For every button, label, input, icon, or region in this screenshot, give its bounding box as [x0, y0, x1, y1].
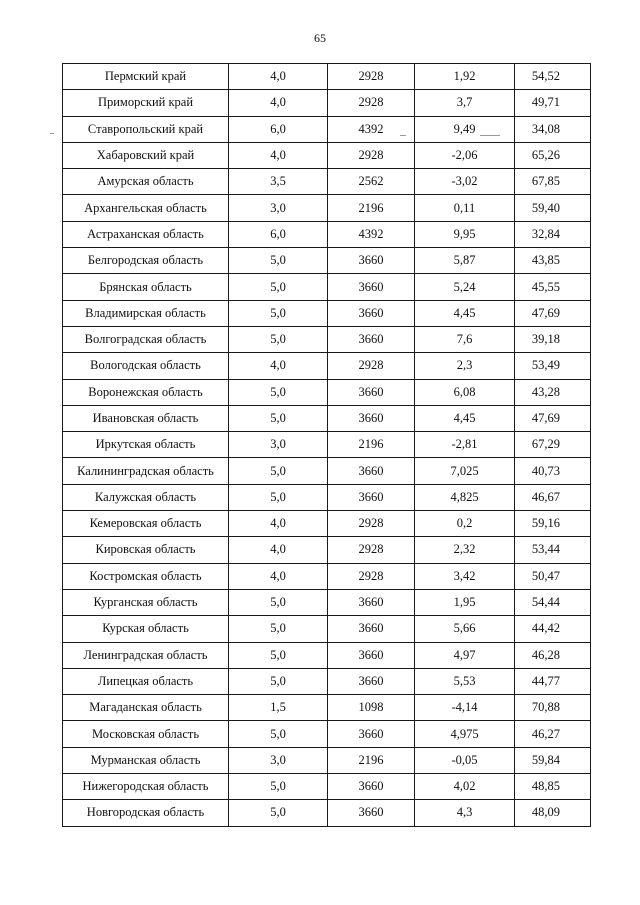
rate-cell: 5,0 — [229, 405, 328, 431]
amount-cell: 2196 — [328, 747, 415, 773]
index-cell: 4,825 — [415, 484, 515, 510]
region-name-cell: Пермский край — [63, 64, 229, 90]
share-cell: 40,73 — [515, 458, 591, 484]
rate-cell: 3,0 — [229, 747, 328, 773]
page-number: 65 — [314, 31, 326, 45]
amount-cell: 3660 — [328, 379, 415, 405]
index-cell: 4,3 — [415, 800, 515, 826]
amount-cell: 2928 — [328, 64, 415, 90]
table-row — [63, 721, 591, 747]
amount-cell: 4392 — [328, 221, 415, 247]
region-name-cell: Амурская область — [63, 169, 229, 195]
amount-cell: 2196 — [328, 195, 415, 221]
table-row — [63, 274, 591, 300]
amount-cell: 3660 — [328, 800, 415, 826]
table-row — [63, 589, 591, 615]
share-cell: 49,71 — [515, 90, 591, 116]
index-cell: 3,7 — [415, 90, 515, 116]
share-cell: 59,16 — [515, 511, 591, 537]
table-row — [63, 747, 591, 773]
rate-cell: 5,0 — [229, 248, 328, 274]
index-cell: 5,87 — [415, 248, 515, 274]
amount-cell: 3660 — [328, 458, 415, 484]
table-row — [63, 642, 591, 668]
region-name-cell: Владимирская область — [63, 300, 229, 326]
table-row — [63, 511, 591, 537]
region-name-cell: Липецкая область — [63, 668, 229, 694]
table-row — [63, 537, 591, 563]
rate-cell: 4,0 — [229, 353, 328, 379]
table-row — [63, 300, 591, 326]
amount-cell: 3660 — [328, 642, 415, 668]
rate-cell: 4,0 — [229, 64, 328, 90]
region-name-cell: Ленинградская область — [63, 642, 229, 668]
table-row — [63, 169, 591, 195]
region-name-cell: Воронежская область — [63, 379, 229, 405]
rate-cell: 5,0 — [229, 589, 328, 615]
share-cell: 59,84 — [515, 747, 591, 773]
region-name-cell: Белгородская область — [63, 248, 229, 274]
share-cell: 54,44 — [515, 589, 591, 615]
amount-cell: 2928 — [328, 537, 415, 563]
rate-cell: 4,0 — [229, 563, 328, 589]
rate-cell: 4,0 — [229, 537, 328, 563]
share-cell: 67,29 — [515, 432, 591, 458]
table-row — [63, 221, 591, 247]
index-cell: 9,95 — [415, 221, 515, 247]
region-name-cell: Мурманская область — [63, 747, 229, 773]
index-cell: 7,025 — [415, 458, 515, 484]
share-cell: 59,40 — [515, 195, 591, 221]
amount-cell: 1098 — [328, 695, 415, 721]
share-cell: 44,42 — [515, 616, 591, 642]
share-cell: 43,85 — [515, 248, 591, 274]
share-cell: 43,28 — [515, 379, 591, 405]
amount-cell: 3660 — [328, 484, 415, 510]
share-cell: 54,52 — [515, 64, 591, 90]
index-cell: 4,45 — [415, 405, 515, 431]
index-cell: 2,32 — [415, 537, 515, 563]
amount-cell: 4392 — [328, 116, 415, 142]
index-cell: -2,81 — [415, 432, 515, 458]
rate-cell: 5,0 — [229, 326, 328, 352]
region-name-cell: Калужская область — [63, 484, 229, 510]
table-row — [63, 668, 591, 694]
table-row — [63, 695, 591, 721]
share-cell: 46,27 — [515, 721, 591, 747]
index-cell: 4,975 — [415, 721, 515, 747]
region-name-cell: Волгоградская область — [63, 326, 229, 352]
table-row — [63, 379, 591, 405]
region-name-cell: Брянская область — [63, 274, 229, 300]
table-row — [63, 800, 591, 826]
share-cell: 70,88 — [515, 695, 591, 721]
share-cell: 65,26 — [515, 142, 591, 168]
rate-cell: 5,0 — [229, 484, 328, 510]
rate-cell: 4,0 — [229, 142, 328, 168]
region-name-cell: Магаданская область — [63, 695, 229, 721]
share-cell: 48,09 — [515, 800, 591, 826]
index-cell: 5,53 — [415, 668, 515, 694]
index-cell: -3,02 — [415, 169, 515, 195]
share-cell: 46,28 — [515, 642, 591, 668]
share-cell: 45,55 — [515, 274, 591, 300]
amount-cell: 3660 — [328, 405, 415, 431]
share-cell: 44,77 — [515, 668, 591, 694]
table-row — [63, 353, 591, 379]
table-row — [63, 563, 591, 589]
index-cell: -2,06 — [415, 142, 515, 168]
table-row — [63, 142, 591, 168]
region-name-cell: Иркутская область — [63, 432, 229, 458]
share-cell: 39,18 — [515, 326, 591, 352]
scan-speck — [50, 133, 54, 134]
rate-cell: 3,0 — [229, 432, 328, 458]
index-cell: 4,97 — [415, 642, 515, 668]
region-name-cell: Вологодская область — [63, 353, 229, 379]
amount-cell: 3660 — [328, 589, 415, 615]
index-cell: -4,14 — [415, 695, 515, 721]
rate-cell: 1,5 — [229, 695, 328, 721]
index-cell: 0,2 — [415, 511, 515, 537]
table-row — [63, 248, 591, 274]
table-row — [63, 458, 591, 484]
rate-cell: 3,0 — [229, 195, 328, 221]
rate-cell: 5,0 — [229, 300, 328, 326]
amount-cell: 3660 — [328, 721, 415, 747]
share-cell: 34,08 — [515, 116, 591, 142]
rate-cell: 5,0 — [229, 774, 328, 800]
rate-cell: 5,0 — [229, 668, 328, 694]
region-name-cell: Ставропольский край — [63, 116, 229, 142]
rate-cell: 4,0 — [229, 90, 328, 116]
index-cell: -0,05 — [415, 747, 515, 773]
index-cell: 9,49 — [415, 116, 515, 142]
share-cell: 46,67 — [515, 484, 591, 510]
region-name-cell: Костромская область — [63, 563, 229, 589]
region-name-cell: Астраханская область — [63, 221, 229, 247]
amount-cell: 3660 — [328, 774, 415, 800]
rate-cell: 6,0 — [229, 116, 328, 142]
rate-cell: 5,0 — [229, 721, 328, 747]
region-name-cell: Новгородская область — [63, 800, 229, 826]
table-row — [63, 774, 591, 800]
table-row — [63, 326, 591, 352]
amount-cell: 3660 — [328, 300, 415, 326]
share-cell: 32,84 — [515, 221, 591, 247]
region-name-cell: Курганская область — [63, 589, 229, 615]
amount-cell: 3660 — [328, 616, 415, 642]
amount-cell: 2562 — [328, 169, 415, 195]
rate-cell: 4,0 — [229, 511, 328, 537]
index-cell: 0,11 — [415, 195, 515, 221]
index-cell: 5,24 — [415, 274, 515, 300]
table-row — [63, 90, 591, 116]
table-row — [63, 484, 591, 510]
share-cell: 53,49 — [515, 353, 591, 379]
table-body — [63, 64, 591, 827]
index-cell: 6,08 — [415, 379, 515, 405]
rate-cell: 6,0 — [229, 221, 328, 247]
amount-cell: 3660 — [328, 248, 415, 274]
index-cell: 1,92 — [415, 64, 515, 90]
rate-cell: 5,0 — [229, 800, 328, 826]
share-cell: 48,85 — [515, 774, 591, 800]
region-name-cell: Архангельская область — [63, 195, 229, 221]
region-name-cell: Московская область — [63, 721, 229, 747]
index-cell: 7,6 — [415, 326, 515, 352]
region-name-cell: Курская область — [63, 616, 229, 642]
regions-table — [62, 63, 591, 827]
index-cell: 1,95 — [415, 589, 515, 615]
region-name-cell: Калининградская область — [63, 458, 229, 484]
table-row — [63, 616, 591, 642]
amount-cell: 2928 — [328, 142, 415, 168]
region-name-cell: Нижегородская область — [63, 774, 229, 800]
index-cell: 5,66 — [415, 616, 515, 642]
table-row — [63, 405, 591, 431]
amount-cell: 2928 — [328, 353, 415, 379]
region-name-cell: Кировская область — [63, 537, 229, 563]
region-name-cell: Хабаровский край — [63, 142, 229, 168]
share-cell: 47,69 — [515, 300, 591, 326]
index-cell: 2,3 — [415, 353, 515, 379]
index-cell: 3,42 — [415, 563, 515, 589]
rate-cell: 5,0 — [229, 458, 328, 484]
share-cell: 50,47 — [515, 563, 591, 589]
region-name-cell: Кемеровская область — [63, 511, 229, 537]
rate-cell: 5,0 — [229, 642, 328, 668]
region-name-cell: Ивановская область — [63, 405, 229, 431]
amount-cell: 3660 — [328, 668, 415, 694]
amount-cell: 2196 — [328, 432, 415, 458]
share-cell: 47,69 — [515, 405, 591, 431]
table-row — [63, 432, 591, 458]
region-name-cell: Приморский край — [63, 90, 229, 116]
share-cell: 53,44 — [515, 537, 591, 563]
rate-cell: 5,0 — [229, 616, 328, 642]
amount-cell: 3660 — [328, 274, 415, 300]
rate-cell: 5,0 — [229, 379, 328, 405]
rate-cell: 5,0 — [229, 274, 328, 300]
rate-cell: 3,5 — [229, 169, 328, 195]
table-row — [63, 195, 591, 221]
amount-cell: 2928 — [328, 563, 415, 589]
amount-cell: 3660 — [328, 326, 415, 352]
table-row — [63, 116, 591, 142]
amount-cell: 2928 — [328, 90, 415, 116]
amount-cell: 2928 — [328, 511, 415, 537]
table-row — [63, 64, 591, 90]
share-cell: 67,85 — [515, 169, 591, 195]
index-cell: 4,45 — [415, 300, 515, 326]
index-cell: 4,02 — [415, 774, 515, 800]
